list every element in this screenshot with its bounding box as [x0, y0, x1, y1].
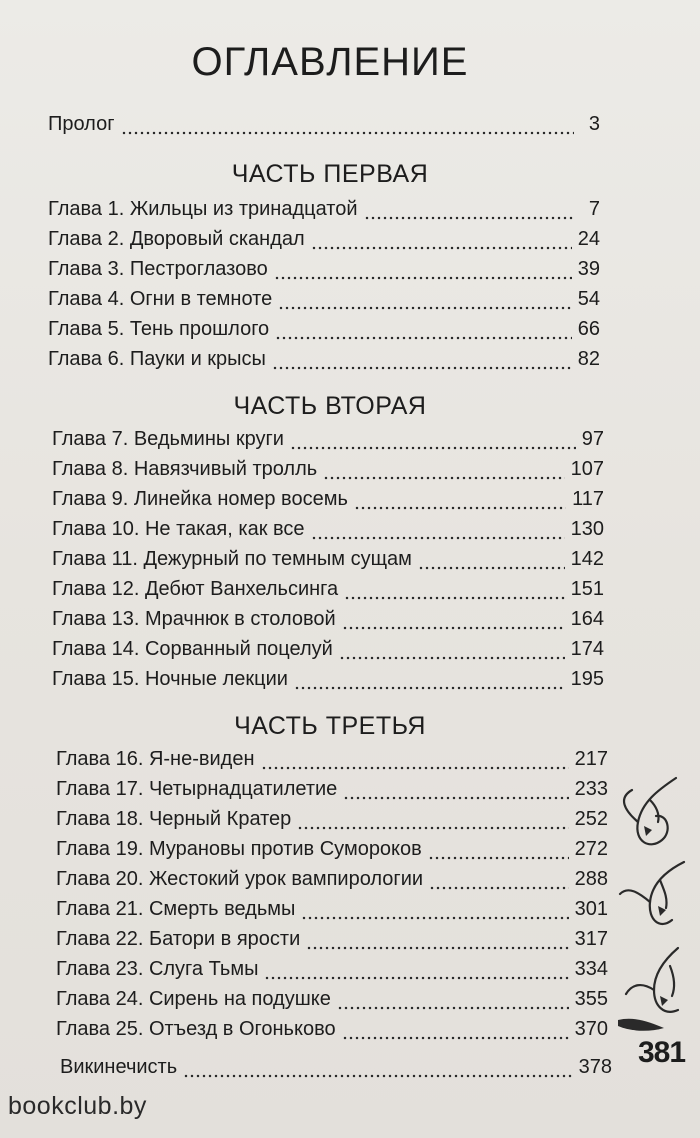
entry-page: 355: [574, 988, 608, 1010]
dot-leader: [290, 443, 576, 451]
dot-leader: [429, 883, 569, 891]
entry-page: 272: [574, 838, 608, 860]
toc-entry: [52, 518, 604, 548]
ornament-illustration: [598, 770, 690, 1040]
dot-leader: [343, 793, 568, 801]
dot-leader: [183, 1071, 573, 1079]
entry-label: Глава 15. Ночные лекции: [52, 668, 288, 690]
dot-leader: [311, 243, 572, 251]
entry-label: Глава 16. Я-не-виден: [56, 748, 255, 770]
dot-leader: [272, 363, 572, 371]
entry-label: Пролог: [48, 113, 115, 135]
page-title: ОГЛАВЛЕНИЕ: [191, 40, 469, 84]
entry-page: 378: [578, 1056, 612, 1078]
entry-label: Глава 20. Жестокий урок вампирологии: [56, 868, 424, 890]
entry-page: 107: [570, 458, 604, 480]
dot-leader: [278, 303, 572, 311]
entry-label: Глава 23. Слуга Тьмы: [56, 958, 259, 980]
toc-entry-epilogue: [60, 1056, 612, 1086]
dot-leader: [294, 683, 565, 691]
watermark: bookclub.by: [8, 1092, 147, 1120]
entry-label: Глава 8. Навязчивый тролль: [52, 458, 318, 480]
dot-leader: [337, 1003, 569, 1011]
entry-page: 233: [574, 778, 608, 800]
entry-label: Глава 3. Пестроглазово: [48, 258, 268, 280]
dot-leader: [344, 593, 564, 601]
toc-entry: [52, 458, 604, 488]
entry-label: Глава 7. Ведьмины круги: [52, 428, 284, 450]
entry-page: 288: [574, 868, 608, 890]
toc-entry: [52, 668, 604, 698]
entry-page: 54: [577, 288, 600, 310]
entry-label: Глава 11. Дежурный по темным сущам: [52, 548, 412, 570]
toc-entry: [52, 578, 604, 608]
entry-page: 3: [588, 113, 600, 135]
toc-entry: [48, 198, 600, 228]
entry-page: 317: [574, 928, 608, 950]
entry-label: Глава 18. Черный Кратер: [56, 808, 292, 830]
toc-entry: [56, 958, 608, 988]
dot-leader: [342, 1033, 569, 1041]
dot-leader: [311, 533, 565, 541]
dot-leader: [297, 823, 568, 831]
entry-page: 334: [574, 958, 608, 980]
toc-entry: [52, 548, 604, 578]
dot-leader: [261, 763, 569, 771]
dot-leader: [274, 273, 572, 281]
toc-entry: [56, 838, 608, 868]
entry-page: 39: [577, 258, 600, 280]
entry-page: 370: [574, 1018, 608, 1040]
entry-label: Глава 2. Дворовый скандал: [48, 228, 305, 250]
entry-label: Глава 13. Мрачнюк в столовой: [52, 608, 336, 630]
entry-label: Глава 17. Четырнадцатилетие: [56, 778, 338, 800]
entry-page: 174: [570, 638, 604, 660]
entry-label: Глава 22. Батори в ярости: [56, 928, 301, 950]
entry-label: Глава 25. Отъезд в Огоньково: [56, 1018, 336, 1040]
dot-leader: [418, 563, 565, 571]
entry-page: 24: [577, 228, 600, 250]
toc-entry: [56, 868, 608, 898]
dot-leader: [323, 473, 564, 481]
entry-page: 66: [577, 318, 600, 340]
toc-entry: [52, 608, 604, 638]
entry-label: Глава 9. Линейка номер восемь: [52, 488, 348, 510]
toc-entry: [56, 898, 608, 928]
dot-leader: [364, 213, 575, 221]
toc-entry: [52, 488, 604, 518]
entry-page: 82: [577, 348, 600, 370]
entry-label: Глава 4. Огни в темноте: [48, 288, 273, 310]
toc-entry-prologue: [48, 113, 600, 143]
toc-entry: [56, 928, 608, 958]
entry-page: 97: [581, 428, 604, 450]
entry-page: 164: [570, 608, 604, 630]
entry-page: 252: [574, 808, 608, 830]
entry-label: Глава 5. Тень прошлого: [48, 318, 270, 340]
dot-leader: [354, 503, 566, 511]
toc-entry: [56, 988, 608, 1018]
entry-label: Глава 14. Сорванный поцелуй: [52, 638, 333, 660]
toc-entry: [56, 808, 608, 838]
dot-leader: [121, 128, 575, 136]
entry-page: 151: [570, 578, 604, 600]
part-heading-1: ЧАСТЬ ПЕРВАЯ: [231, 160, 429, 188]
entry-page: 301: [574, 898, 608, 920]
entry-label: Глава 1. Жильцы из тринадцатой: [48, 198, 358, 220]
toc-entry: [48, 228, 600, 258]
toc-entry: [48, 348, 600, 378]
dot-leader: [339, 653, 565, 661]
entry-label: Глава 6. Пауки и крысы: [48, 348, 266, 370]
dot-leader: [275, 333, 572, 341]
entry-label: Глава 19. Мурановы против Сумороков: [56, 838, 422, 860]
entry-page: 117: [572, 488, 604, 510]
toc-entry: [56, 778, 608, 808]
entry-label: Глава 21. Смерть ведьмы: [56, 898, 296, 920]
toc-entry: [48, 318, 600, 348]
entry-label: Глава 10. Не такая, как все: [52, 518, 305, 540]
toc-entry: [56, 748, 608, 778]
entry-page: 217: [574, 748, 608, 770]
dot-leader: [306, 943, 568, 951]
dot-leader: [342, 623, 565, 631]
entry-label: Глава 24. Сирень на подушке: [56, 988, 331, 1010]
entry-page: 195: [570, 668, 604, 690]
dot-leader: [264, 973, 568, 981]
entry-page: 7: [588, 198, 600, 220]
entry-page: 142: [570, 548, 604, 570]
page-number: 381: [638, 1036, 686, 1069]
entry-page: 130: [570, 518, 604, 540]
toc-entry: [52, 428, 604, 458]
toc-entry: [52, 638, 604, 668]
entry-label: Глава 12. Дебют Ванхельсинга: [52, 578, 339, 600]
dot-leader: [428, 853, 569, 861]
toc-entry: [48, 258, 600, 288]
toc-entry: [48, 288, 600, 318]
part-heading-2: ЧАСТЬ ВТОРАЯ: [233, 392, 427, 420]
entry-label: Викинечисть: [60, 1056, 178, 1078]
toc-entry: [56, 1018, 608, 1048]
part-heading-3: ЧАСТЬ ТРЕТЬЯ: [234, 712, 426, 740]
dot-leader: [301, 913, 568, 921]
